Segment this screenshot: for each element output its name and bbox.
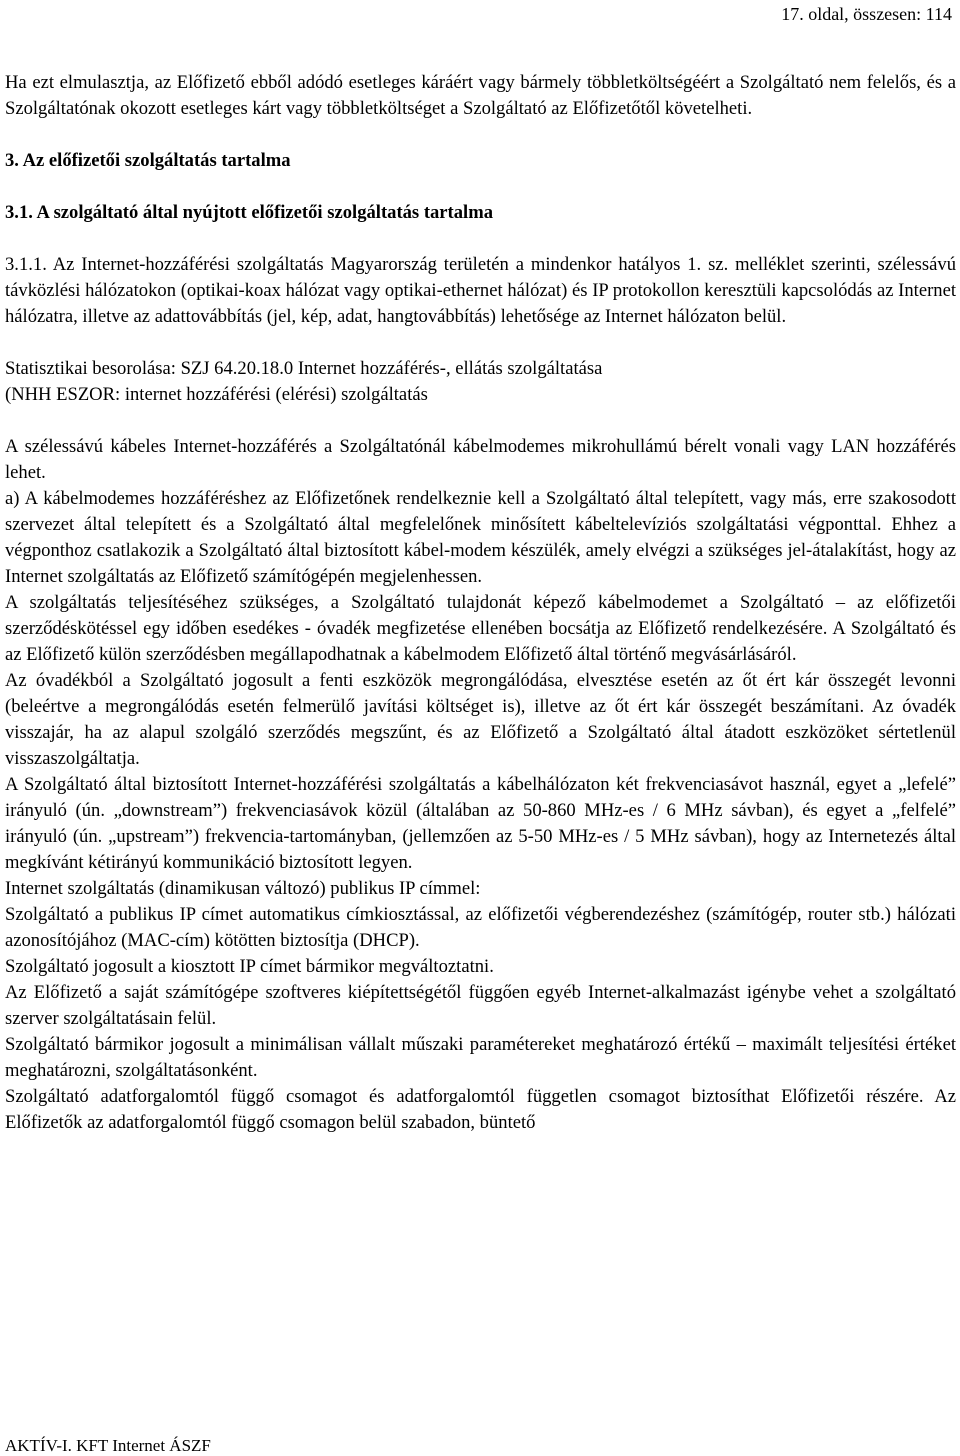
paragraph-cable-modem-access: a) A kábelmodemes hozzáféréshez az Előfizetőnek rendelkeznie kell a Szolgáltató által telepített, vagy más, erre szakosodott szervezet által telepített és a Szolgáltató által megfelelőnek minősített kábeltelevíziós szolgáltatási végponttal. Ehhez a végponthoz csatlakozik a Szolgáltató által biztosított kábel-modem készülék, amely elvégzi a szükséges jel-átalakítást, hogy az Internet szolgáltatás az Előfizető számítógépén megjelenhessen.	[5, 488, 956, 587]
paragraph-cable-modem-deposit: A szolgáltatás teljesítéséhez szükséges, a Szolgáltató tulajdonát képező kábelmodemet a Szolgáltató – az előfizetői szerződéskötéssel egy időben esedékes - óvadék megfizetése ellenében bocsátja az Előfizető rendelkezésére. A Szolgáltató és az Előfizető külön szerződésben megállapodhatnak a kábelmodem Előfizető által történő megvásárlásáról.	[5, 592, 956, 665]
paragraph-ip-heading: Internet szolgáltatás (dinamikusan változó) publikus IP címmel:	[5, 878, 481, 899]
section-heading-3-1: 3.1. A szolgáltató által nyújtott előfizetői szolgáltatás tartalma	[5, 202, 493, 223]
paragraph-broadband: A szélessávú kábeles Internet-hozzáférés a Szolgáltatónál kábelmodemes mikrohullámú bérelt vonali vagy LAN hozzáférés lehet.	[5, 436, 956, 483]
paragraph-statistical-class: Statisztikai besorolása: SZJ 64.20.18.0 Internet hozzáférés-, ellátás szolgáltatása	[5, 358, 603, 379]
document-body	[5, 70, 956, 1136]
page-indicator: 17. oldal, összesen: 114	[781, 4, 952, 24]
paragraph-3-1-1: 3.1.1. Az Internet-hozzáférési szolgáltatás Magyarország területén a mindenkor hatályos 1. sz. melléklet szerinti, szélessávú távközlési hálózatokon (optikai-koax hálózat vagy optikai-ethernet hálózat) és IP protokollon keresztüli kapcsolódás az Internet hálózatra, illetve az adattovábbítás (jel, kép, adat, hangtovábbítás) lehetősége az Internet hálózaton belül.	[5, 254, 956, 327]
paragraph-ip-change: Szolgáltató jogosult a kiosztott IP címet bármikor megváltoztatni.	[5, 956, 494, 977]
paragraph-ip-assignment: Szolgáltató a publikus IP címet automatikus címkiosztással, az előfizetői végberendezéshez (számítógép, router stb.) hálózati azonosítójához (MAC-cím) kötötten biztosítja (DHCP).	[5, 904, 956, 951]
spacer	[5, 122, 956, 148]
paragraph-frequency-bands: A Szolgáltató által biztosított Internet-hozzáférési szolgáltatás a kábelhálózaton két frekvenciasávot használ, egyet a „lefelé” irányuló (ún. „downstream”) frekvenciasávok közül (általában az 50-860 MHz-es / 6 MHz sávban), és egyet a „felfelé” irányuló (ún. „upstream”) frekvencia-tartományban, (jellemzően az 5-50 MHz-es / 5 MHz sávban), hogy az Internetezés által megkívánt kétirányú kommunikáció biztosított legyen.	[5, 774, 956, 873]
spacer	[5, 408, 956, 434]
paragraph-applications: Az Előfizető a saját számítógépe szoftveres kiépítettségétől függően egyéb Internet-alkalmazást igénybe vehet a szolgáltató szerver szolgáltatásain felül.	[5, 982, 956, 1029]
page-footer: AKTÍV-I. KFT Internet ÁSZF	[5, 1436, 211, 1455]
paragraph-intro: Ha ezt elmulasztja, az Előfizető ebből adódó esetleges káráért vagy bármely többletköltségéért a Szolgáltató nem felelős, és a Szolgáltatónak okozott esetleges kárt vagy többletköltséget a Szolgáltató az Előfizetőtől követelheti.	[5, 72, 956, 119]
section-heading-3: 3. Az előfizetői szolgáltatás tartalma	[5, 150, 291, 171]
paragraph-parameters: Szolgáltató bármikor jogosult a minimálisan vállalt műszaki paramétereket meghatározó értékű – maximált teljesítési értéket meghatározni, szolgáltatásonként.	[5, 1034, 956, 1081]
spacer	[5, 226, 956, 252]
paragraph-deposit-terms: Az óvadékból a Szolgáltató jogosult a fenti eszközök megrongálódása, elvesztése esetén az őt ért kár összegét levonni (beleértve a megrongálódás esetén felmerülő javítási költséget is), illetve az őt ért kár összegét beszámítani. Az óvadék visszajár, ha az alapul szolgáló szerződés megszűnt, és az Előfizető a Szolgáltató által átadott eszközöket sértetlenül visszaszolgáltatja.	[5, 670, 956, 769]
spacer	[5, 174, 956, 200]
paragraph-nhh-eszor: (NHH ESZOR: internet hozzáférési (elérési) szolgáltatás	[5, 384, 428, 405]
paragraph-traffic-packages: Szolgáltató adatforgalomtól függő csomagot és adatforgalomtól független csomagot biztosíthat Előfizetői részére. Az Előfizetők az adatforgalomtól függő csomagon belül szabadon, büntető	[5, 1086, 956, 1133]
spacer	[5, 330, 956, 356]
